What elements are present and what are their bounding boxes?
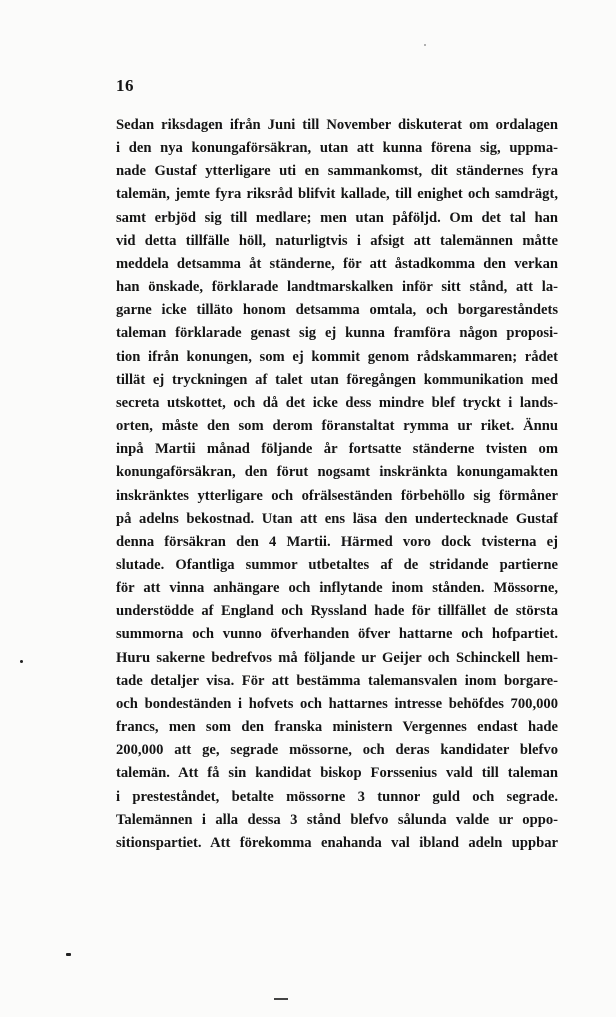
body-text xyxy=(116,114,558,855)
ink-speck xyxy=(424,44,426,46)
text-line: nade Gustaf ytterligare uti en sammankomst, dit ständernes fyra xyxy=(116,163,558,180)
text-line: sitionspartiet. Att förekomma enahanda val ibland adeln uppbar xyxy=(116,834,558,851)
text-line: slutade. Ofantliga summor utbetaltes af de stridande partierne xyxy=(116,556,558,573)
text-line: garne icke tilläto honom detsamma omtala, och borgareståndets xyxy=(116,302,558,319)
text-line: Talemännen i alla dessa 3 stånd blefvo sålunda valde ur oppo- xyxy=(116,811,558,828)
text-line: inskränktes ytterligare och ofrälseständen förbehöllo sig förmåner xyxy=(116,487,558,504)
ink-speck xyxy=(20,660,23,663)
text-line: på adelns bekostnad. Utan att ens läsa den undertecknade Gustaf xyxy=(116,510,558,527)
text-line: Huru sakerne bedrefvos må följande ur Geijer och Schinckell hem- xyxy=(116,649,558,666)
text-line: orten, måste den som derom föranstaltat rymma ur riket. Ännu xyxy=(116,418,558,435)
text-line: tade detaljer visa. För att bestämma talemansvalen inom borgare- xyxy=(116,672,558,689)
text-line: 200,000 att ge, segrade mössorne, och deras kandidater blefvo xyxy=(116,742,558,759)
text-line: understödde af England och Ryssland hade för tillfället de största xyxy=(116,603,558,620)
ink-speck xyxy=(274,998,288,1000)
text-line: francs, men som den franska ministern Vergennes endast hade xyxy=(116,719,558,736)
text-line: tillät ej tryckningen af talet utan föregången kommunikation med xyxy=(116,371,558,388)
text-line: inpå Martii månad följande år fortsatte ständerne tvisten om xyxy=(116,441,558,458)
text-line: för att vinna anhängare och inflytande inom stånden. Mössorne, xyxy=(116,580,558,597)
text-line: samt erbjöd sig till medlare; men utan påföljd. Om det tal han xyxy=(116,209,558,226)
ink-speck xyxy=(66,953,71,956)
text-line: summorna och vunno öfverhanden öfver hattarne och hofpartiet. xyxy=(116,626,558,643)
text-line: talemän, jemte fyra riksråd blifvit kallade, till enighet och samdrägt, xyxy=(116,186,558,203)
text-line: denna försäkran den 4 Martii. Härmed voro dock tvisterna ej xyxy=(116,533,558,550)
text-line: i den nya konungaförsäkran, utan att kunna förena sig, uppma- xyxy=(116,140,558,157)
text-line: konungaförsäkran, den förut nogsamt inskränkta konungamakten xyxy=(116,464,558,481)
page-number: 16 xyxy=(116,76,134,95)
text-line: talemän. Att få sin kandidat biskop Forssenius vald till taleman xyxy=(116,765,558,782)
text-line: taleman förklarade genast sig ej kunna framföra någon proposi- xyxy=(116,325,558,342)
text-line: tion ifrån konungen, som ej kommit genom rådskammaren; rådet xyxy=(116,348,558,365)
text-line: vid detta tillfälle höll, naturligtvis i afsigt att talemännen måtte xyxy=(116,232,558,249)
text-line: Sedan riksdagen ifrån Juni till November diskuterat om ordalagen xyxy=(116,117,558,133)
text-line: meddela detsamma åt ständerne, för att åstadkomma den verkan xyxy=(116,255,558,272)
text-line: han önskade, förklarade landtmarskalken inför sitt stånd, att la- xyxy=(116,279,558,296)
text-line: secreta utskottet, och då det icke dess mindre blef tryckt i lands- xyxy=(116,394,558,411)
text-line: i presteståndet, betalte mössorne 3 tunnor guld och segrade. xyxy=(116,788,558,805)
text-line: och bondeständen i hofvets och hattarnes intresse behöfdes 700,000 xyxy=(116,695,558,712)
